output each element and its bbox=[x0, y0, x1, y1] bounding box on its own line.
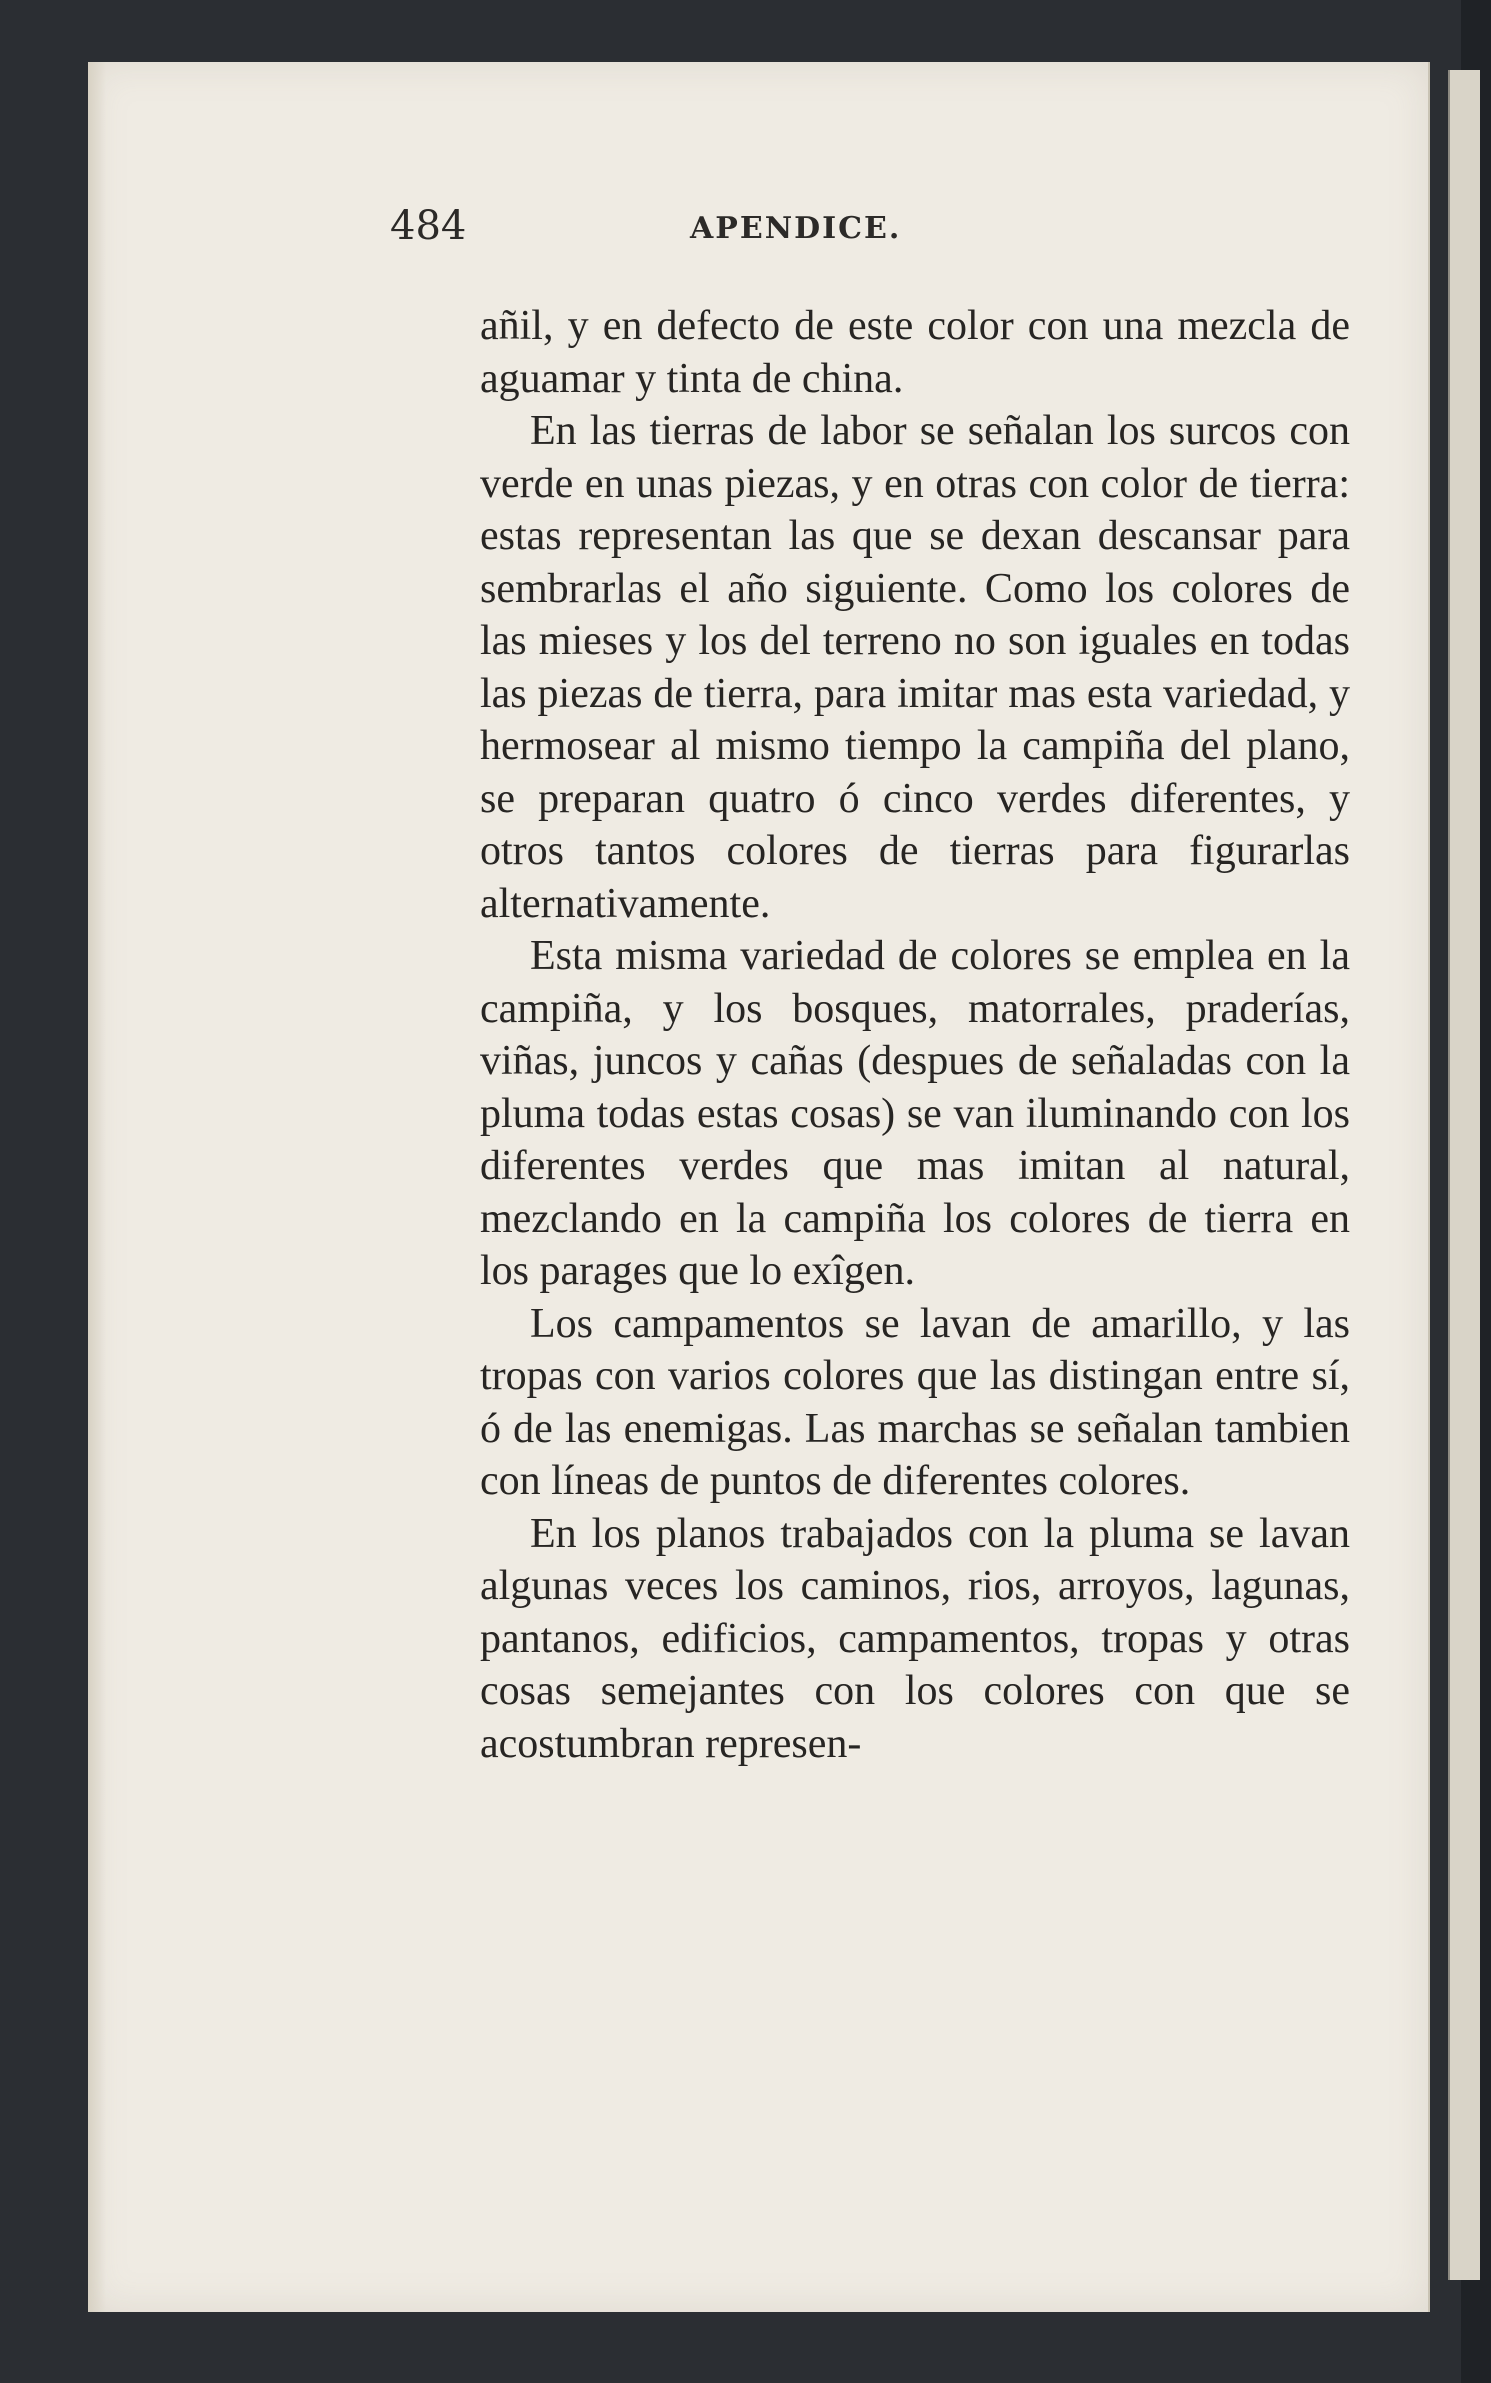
paragraph-4: Los campamentos se lavan de amarillo, y las tropas con varios colores que las distingan entre sí, ó de las enemigas. Las marchas se señalan tambien con líneas de puntos de diferentes colores. bbox=[480, 1300, 1350, 1504]
running-head: APENDICE. bbox=[690, 211, 902, 246]
paragraph-5: En los planos trabajados con la pluma se lavan algunas veces los caminos, rios, arroyos, lagunas, pantanos, edificios, campamentos, tropas y otras cosas semejantes con los colores con que se acostumbran represen- bbox=[480, 1510, 1350, 1767]
body-text bbox=[480, 300, 1350, 1770]
next-page-edge bbox=[1448, 70, 1480, 2280]
page-header bbox=[390, 203, 1030, 263]
page-number: 484 bbox=[390, 203, 467, 249]
paragraph-2: En las tierras de labor se señalan los surcos con verde en unas piezas, y en otras con color de tierra: estas representan las que se dexan descansar para sembrarlas el año siguiente. Como los colores de las mieses y los del terreno no son iguales en todas las piezas de tierra, para imitar mas esta variedad, y hermosear al mismo tiempo la campiña del plano, se preparan quatro ó cinco verdes diferentes, y otros tantos colores de tierras para figurarlas alternativamente. bbox=[480, 408, 1350, 927]
paragraph-3: Esta misma variedad de colores se emplea en la campiña, y los bosques, matorrales, praderías, viñas, juncos y cañas (despues de señaladas con la pluma todas estas cosas) se van iluminando con los diferentes verdes que mas imitan al natural, mezclando en la campiña los colores de tierra en los parages que lo exîgen. bbox=[480, 933, 1350, 1294]
paragraph-1: añil, y en defecto de este color con una mezcla de aguamar y tinta de china. bbox=[480, 303, 1350, 402]
